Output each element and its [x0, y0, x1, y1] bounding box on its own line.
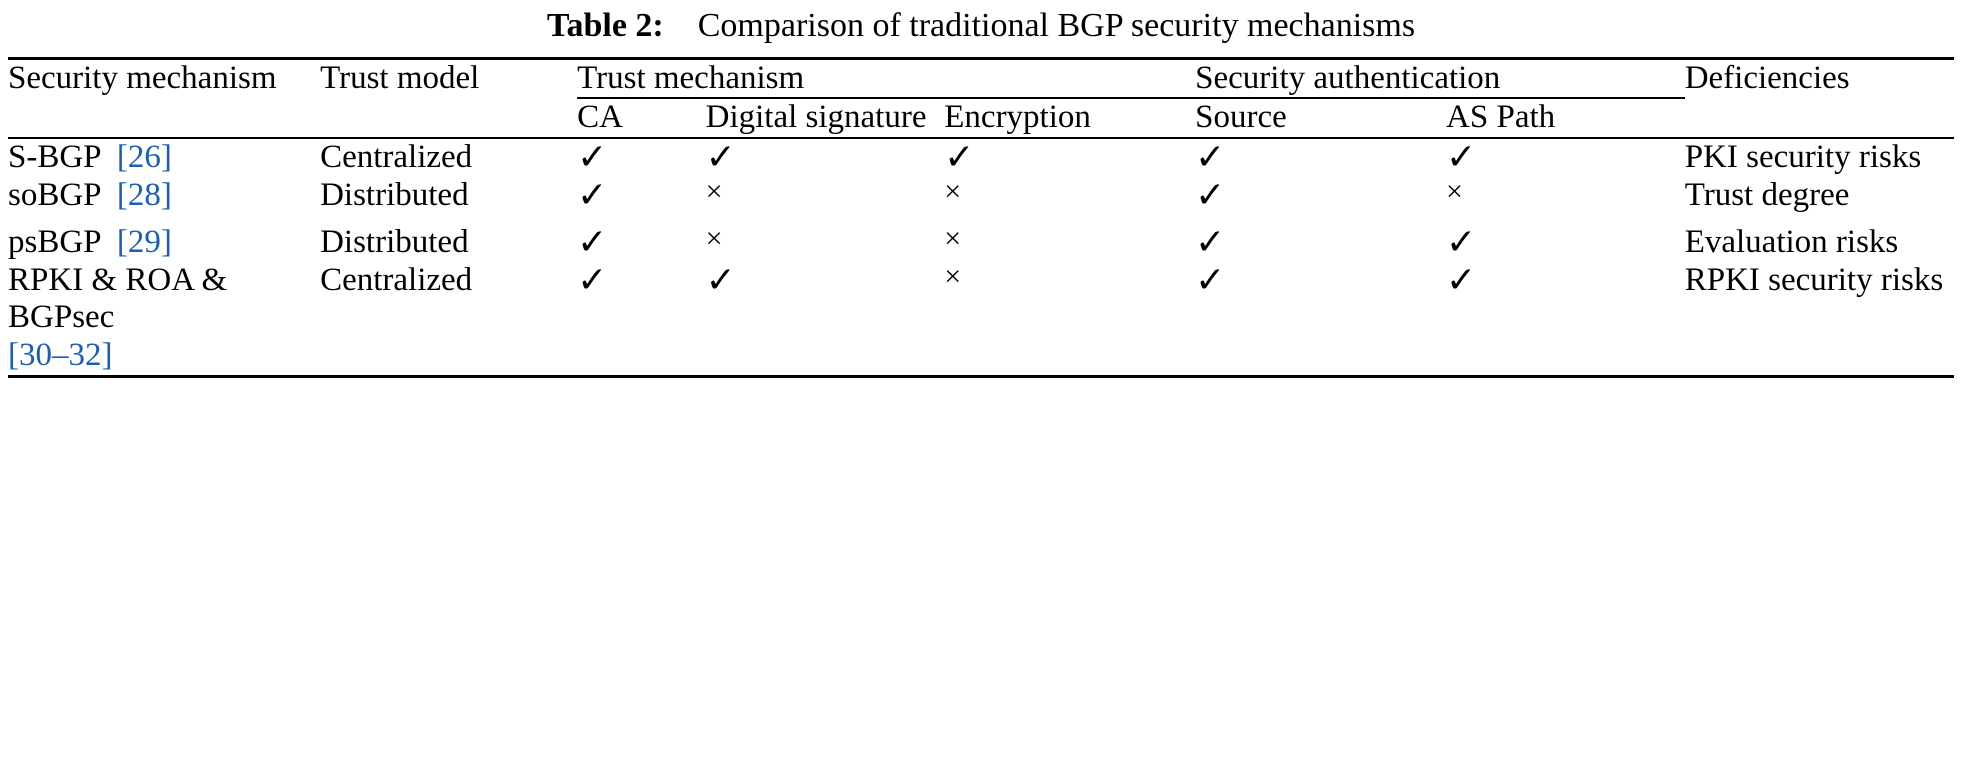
- cell-mechanism: [8, 214, 320, 262]
- citation-ref[interactable]: [28]: [116, 176, 172, 213]
- header-trust-model: Trust model: [320, 59, 480, 96]
- table-row: [8, 139, 1954, 177]
- table-row: [8, 262, 1954, 376]
- cell-trust-model: Distributed: [320, 224, 469, 261]
- cell-encryption: ×: [944, 259, 962, 293]
- cell-deficiencies: PKI security risks: [1684, 139, 1922, 176]
- cell-deficiencies: Trust degree: [1684, 176, 1850, 213]
- cell-ca: ✓: [577, 137, 608, 178]
- cell-as-path: ✓: [1446, 137, 1477, 178]
- citation-ref[interactable]: [30–32]: [8, 337, 113, 374]
- caption-label: Table 2:: [546, 7, 664, 44]
- header-digital-signature: Digital signature: [705, 99, 927, 136]
- cell-trust-model: Centralized: [320, 139, 473, 176]
- cell-source: ✓: [1195, 174, 1226, 215]
- caption-text: Comparison of traditional BGP security mechanisms: [697, 7, 1416, 44]
- header-encryption: Encryption: [944, 99, 1091, 136]
- citation-ref[interactable]: [29]: [116, 224, 172, 261]
- table-bottom-rule: [8, 376, 1954, 378]
- cell-deficiencies: RPKI security risks: [1684, 261, 1944, 298]
- table-row: [8, 214, 1954, 262]
- cell-deficiencies: Evaluation risks: [1684, 224, 1899, 261]
- table-group-header-row: [8, 60, 1954, 99]
- mechanism-name: psBGP: [8, 224, 101, 261]
- group-header-trust-mechanism: Trust mechanism: [577, 60, 1195, 99]
- cell-source: ✓: [1195, 137, 1226, 178]
- mechanism-name: RPKI & ROA & BGPsec: [8, 261, 228, 336]
- cell-source: ✓: [1195, 259, 1226, 300]
- cell-encryption: ×: [944, 174, 962, 208]
- header-security-mechanism: Security mechanism: [8, 59, 277, 96]
- mechanism-name: S-BGP: [8, 139, 101, 176]
- cell-digital-signature: ×: [705, 222, 723, 256]
- cell-as-path: ×: [1446, 174, 1463, 208]
- cell-ca: ✓: [577, 174, 608, 215]
- cell-mechanism: [8, 139, 320, 177]
- cell-digital-signature: ✓: [705, 137, 736, 178]
- cell-ca: ✓: [577, 259, 608, 300]
- cell-as-path: ✓: [1446, 259, 1477, 300]
- mechanism-name: soBGP: [8, 176, 101, 213]
- group-header-security-authentication: Security authentication: [1195, 60, 1685, 99]
- comparison-table: [8, 57, 1954, 378]
- cell-ca: ✓: [577, 222, 608, 263]
- cell-digital-signature: ×: [705, 174, 723, 208]
- cell-trust-model: Distributed: [320, 176, 469, 213]
- cell-mechanism: [8, 177, 320, 215]
- header-deficiencies: Deficiencies: [1684, 59, 1850, 96]
- header-source: Source: [1195, 99, 1287, 136]
- header-ca: CA: [577, 99, 623, 136]
- cell-digital-signature: ✓: [705, 259, 736, 300]
- header-as-path: AS Path: [1446, 99, 1556, 136]
- table-row: [8, 177, 1954, 215]
- cell-source: ✓: [1195, 222, 1226, 263]
- cell-encryption: ×: [944, 222, 962, 256]
- cell-as-path: ✓: [1446, 222, 1477, 263]
- cell-trust-model: Centralized: [320, 261, 473, 298]
- cell-encryption: ✓: [944, 137, 975, 178]
- table-caption: [8, 0, 1954, 57]
- citation-ref[interactable]: [26]: [116, 139, 172, 176]
- cell-mechanism: [8, 262, 320, 376]
